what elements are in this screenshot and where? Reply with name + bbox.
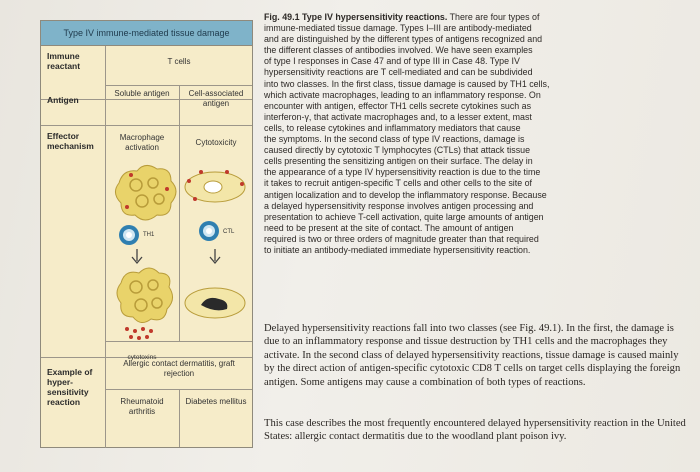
cytotoxins-dots <box>125 327 153 340</box>
caption-line: hypersensitivity reactions are T cell-mediated and can be subdivided <box>264 67 533 78</box>
macrophage-activation-label: Macrophage activation <box>119 133 165 152</box>
caption-line: cells, to release cytokines and inflammatory mediators that cause <box>264 122 521 133</box>
caption-line: it takes to recruit antigen-specific T cells and other cells to the site of <box>264 178 533 189</box>
caption-line: required is two or three orders of magnitude greater than that required <box>264 233 539 244</box>
effector-illustration <box>41 21 252 447</box>
cell-associated-antigen-label: Cell-associated antigen <box>188 89 244 108</box>
caption-line: into two classes. In the first class, tissue damage is caused by TH1 cells, <box>264 78 550 89</box>
caption-line: caused directly by cytotoxic T lymphocytes (CTLs) that attack tissue <box>264 145 531 156</box>
caption-line: cells presenting the sensitizing antigen on their surface. The delay in <box>264 156 533 167</box>
damaged-target-cell <box>185 288 245 318</box>
body-paragraph-1: Delayed hypersensitivity reactions fall into two classes (see Fig. 49.1). In the first, the damage is due to an inflammatory response and tissue destruction by TH1 cells and the macrophages they activate. In the second class of delayed hypersensitivity reactions, tissue damage is caused mainly by the direct action of antigen-specific cytotoxic CD8 T cells on target cells displaying the foreign antigen. Some antigens may cause a combination of both types of reactions. <box>264 323 681 388</box>
caption-line: and are distinguished by the different types of antigens recognized and <box>264 34 543 45</box>
caption-lead: Fig. 49.1 Type IV hypersensitivity reactions. <box>264 12 448 22</box>
caption-line: of type I responses in Case 47 and of type III in Case 48. Type IV <box>264 56 520 67</box>
caption-line: the appearance of a type IV hypersensitivity reaction is due to the time <box>264 167 541 178</box>
t-cells-label: T cells <box>167 57 191 66</box>
caption-line: interferon-γ, that activate macrophages and, to a lesser extent, mast <box>264 111 532 122</box>
caption-line: immune-mediated tissue damage. Types I–III are antibody-mediated <box>264 23 532 34</box>
arrow-down-icon <box>210 249 220 263</box>
th1-label: TH1 <box>143 232 155 238</box>
target-cell <box>185 170 245 202</box>
row-label-immune-reactant: Immune reactant <box>47 51 81 71</box>
example-diabetes-mellitus: Diabetes mellitus <box>185 397 247 406</box>
body-paragraph-2: This case describes the most frequently encountered delayed hypersensitivity reaction in the United States: allergic contact dermatitis due to the woodland plant poison ivy. <box>264 418 686 443</box>
example-rheumatoid-arthritis: Rheumatoid arthritis <box>120 397 164 416</box>
cytotoxicity-label: Cytotoxicity <box>195 138 237 147</box>
caption-line: There are four types of <box>449 12 540 22</box>
soluble-antigen-label: Soluble antigen <box>114 89 170 98</box>
caption-line: presentation to achieve T-cell activation, quite large amounts of antigen <box>264 211 544 222</box>
caption-line: antigen localization and to develop the inflammatory response. Because <box>264 189 547 200</box>
caption-line: which activate macrophages, leading to an inflammatory response. On <box>264 89 541 100</box>
figure-header: Type IV immune-mediated tissue damage <box>41 21 252 46</box>
caption-line: the symptoms. In the second class of type IV reactions, damage is <box>264 134 525 145</box>
caption-line: to initiate an antibody-mediated immediate hypersensitivity reaction. <box>264 244 531 255</box>
row-label-antigen: Antigen <box>47 95 79 105</box>
row-label-effector-mechanism: Effector mechanism <box>47 131 94 151</box>
figure-caption <box>264 12 678 256</box>
caption-line: encounter with antigen, effector TH1 cells secrete cytokines such as <box>264 100 532 111</box>
row-label-examples: Example of hyper-sensitivity reaction <box>47 367 93 407</box>
activated-macrophage-cell <box>117 268 173 323</box>
example-allergic-contact-dermatitis: Allergic contact dermatitis, graft rejection <box>123 359 235 378</box>
ctl-cell <box>199 221 219 241</box>
cytotoxins-label: cytotoxins <box>127 354 157 361</box>
arrow-down-icon <box>132 249 142 263</box>
th1-cell <box>119 225 139 245</box>
macrophage-cell <box>115 165 176 220</box>
caption-line: need to be present at the site of contact. The amount of antigen <box>264 222 514 233</box>
caption-line: the different classes of antibodies involved. We have seen examples <box>264 45 533 56</box>
figure-49-1 <box>40 20 253 448</box>
caption-line: a delayed hypersensitivity response involves antigen processing and <box>264 200 534 211</box>
ctl-label: CTL <box>223 229 235 235</box>
